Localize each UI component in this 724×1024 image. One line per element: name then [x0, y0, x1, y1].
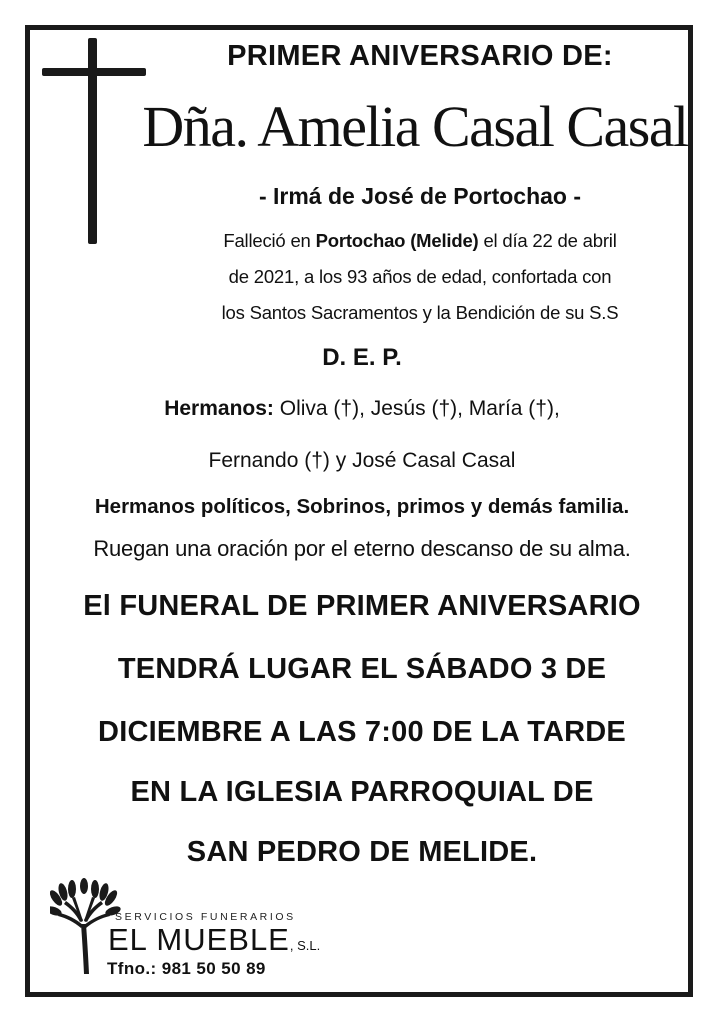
deceased-name: Dña. Amelia Casal Casal — [142, 94, 688, 159]
funeral-line-5: SAN PEDRO DE MELIDE. — [186, 836, 538, 868]
rip-text: D. E. P. — [322, 344, 402, 371]
death-text-end: el día 22 de abril — [478, 230, 617, 251]
siblings-line-2: Fernando (†) y José Casal Casal — [208, 449, 516, 472]
relatives-line: Hermanos políticos, Sobrinos, primos y demás familia. — [94, 495, 630, 518]
death-place: Portochao (Melide) — [315, 230, 479, 251]
death-line-3: los Santos Sacramentos y la Bendición de su S.S — [221, 302, 619, 323]
siblings-names: Oliva (†), Jesús (†), María (†), — [273, 397, 560, 420]
company-suffix: , S.L. — [289, 938, 321, 953]
company-name-main: EL MUEBLE — [108, 922, 290, 957]
notice-heading: PRIMER ANIVERSARIO DE: — [227, 40, 613, 72]
funeral-line-1: El FUNERAL DE PRIMER ANIVERSARIO — [83, 590, 641, 622]
death-text-start: Falleció en — [223, 230, 316, 251]
company-name — [108, 922, 320, 958]
company-logo — [50, 878, 350, 978]
siblings-label: Hermanos: — [164, 397, 274, 420]
siblings-line-1 — [0, 397, 724, 421]
funeral-line-3: DICIEMBRE A LAS 7:00 DE LA TARDE — [98, 716, 626, 748]
relation-line: - Irmá de José de Portochao - — [258, 183, 582, 209]
funeral-line-4: EN LA IGLESIA PARROQUIAL DE — [130, 776, 594, 808]
funeral-line-2: TENDRÁ LUGAR EL SÁBADO 3 DE — [117, 653, 607, 685]
company-phone: Tfno.: 981 50 50 89 — [107, 959, 266, 978]
company-subtitle: SERVICIOS FUNERARIOS — [115, 911, 296, 923]
death-line-2: de 2021, a los 93 años de edad, confortada con — [228, 266, 612, 287]
death-line-1 — [150, 230, 690, 252]
prayer-line: Ruegan una oración por el eterno descanso de su alma. — [93, 536, 631, 561]
